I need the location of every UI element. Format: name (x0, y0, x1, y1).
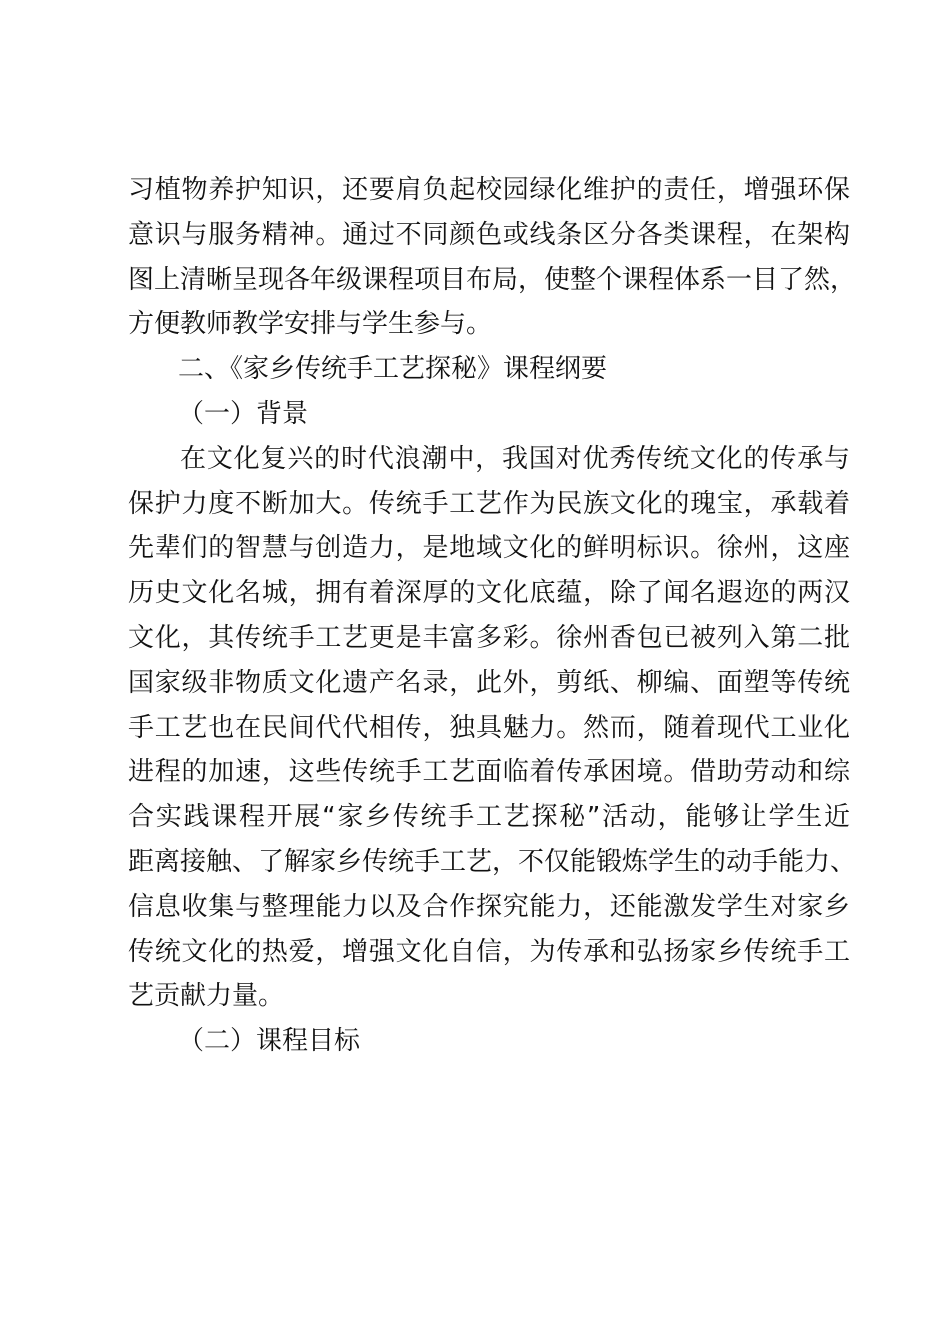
paragraph-line: 先辈们的智慧与创造力，是地域文化的鲜明标识。徐州，这座 (128, 533, 850, 564)
subsection-heading-goals: （二）课程目标 (178, 1026, 361, 1057)
paragraph-line: 文化，其传统手工艺更是丰富多彩。徐州香包已被列入第二批 (128, 622, 850, 653)
paragraph-line: 距离接触、了解家乡传统手工艺，不仅能锻炼学生的动手能力、 (128, 846, 857, 877)
paragraph-line: 意识与服务精神。通过不同颜色或线条区分各类课程，在架构 (128, 219, 850, 250)
paragraph-line: 保护力度不断加大。传统手工艺作为民族文化的瑰宝，承载着 (128, 488, 850, 519)
paragraph-line: 习植物养护知识，还要肩负起校园绿化维护的责任，增强环保 (128, 175, 850, 205)
subsection-heading-background: （一）背景 (178, 398, 309, 429)
paragraph-line: 图上清晰呈现各年级课程项目布局，使整个课程体系一目了然， (128, 264, 857, 295)
paragraph-line: 在文化复兴的时代浪潮中，我国对优秀传统文化的传承与 (180, 443, 850, 474)
paragraph-line: 历史文化名城，拥有着深厚的文化底蕴，除了闻名遐迩的两汉 (128, 578, 850, 609)
section-heading: 二、《家乡传统手工艺探秘》课程纲要 (178, 354, 608, 385)
paragraph-line: 传统文化的热爱，增强文化自信，为传承和弘扬家乡传统手工 (128, 936, 850, 967)
document-body (128, 168, 857, 1064)
paragraph-line: 方便教师教学安排与学生参与。 (128, 309, 493, 340)
paragraph-line: 进程的加速，这些传统手工艺面临着传承困境。借助劳动和综 (128, 757, 850, 788)
paragraph-line: 合实践课程开展“家乡传统手工艺探秘”活动，能够让学生近 (128, 802, 850, 833)
paragraph-line: 信息收集与整理能力以及合作探究能力，还能激发学生对家乡 (128, 891, 850, 922)
paragraph-line: 艺贡献力量。 (128, 981, 285, 1012)
paragraph-line: 国家级非物质文化遗产名录，此外，剪纸、柳编、面塑等传统 (128, 667, 850, 698)
paragraph-line: 手工艺也在民间代代相传，独具魅力。然而，随着现代工业化 (128, 712, 850, 743)
